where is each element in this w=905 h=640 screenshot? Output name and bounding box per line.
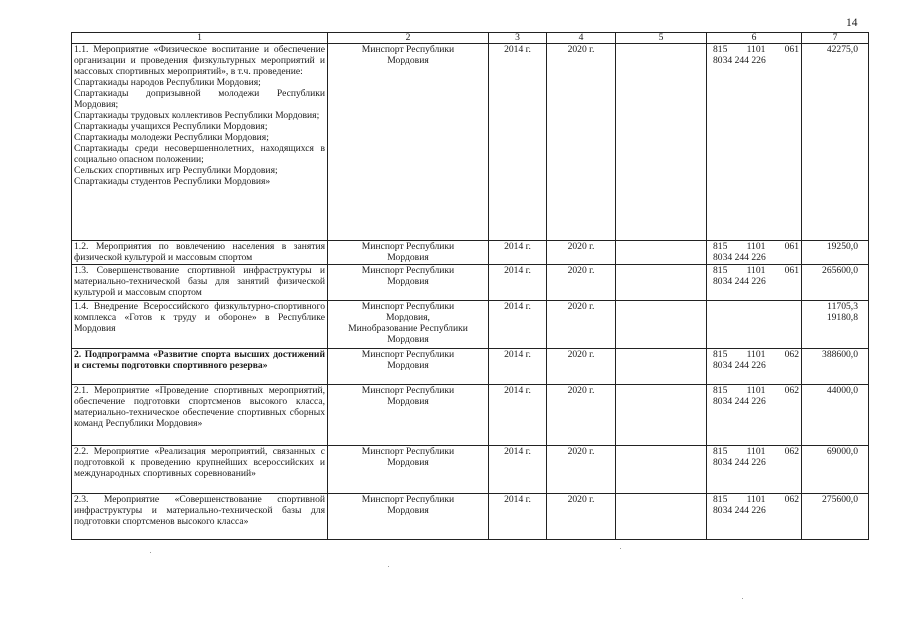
executor-line: Мордовия bbox=[387, 457, 429, 468]
amount-cell bbox=[802, 301, 869, 349]
executor-line: Минспорт Республики bbox=[361, 349, 455, 360]
column-5-cell bbox=[616, 301, 707, 349]
budget-code-cell bbox=[707, 494, 802, 540]
column-5-cell bbox=[616, 44, 707, 241]
table-row bbox=[72, 241, 869, 265]
budget-code-section: 1101 bbox=[746, 349, 766, 360]
budget-code-section: 1101 bbox=[746, 44, 766, 55]
executor-line: Мордовия bbox=[387, 360, 429, 371]
budget-code-line bbox=[713, 241, 799, 252]
start-year-cell: 2014 г. bbox=[489, 241, 547, 265]
executor-line: Минспорт Республики bbox=[361, 44, 455, 55]
amount-value: 19180,8 bbox=[826, 312, 858, 323]
column-number-6: 6 bbox=[707, 33, 802, 44]
scan-speck bbox=[150, 552, 151, 553]
budget-code-program: 061 bbox=[784, 265, 799, 276]
executor-line: Минспорт Республики bbox=[361, 241, 455, 252]
budget-code-cell bbox=[707, 265, 802, 301]
budget-code-program: 062 bbox=[784, 446, 799, 457]
budget-code-detail: 8034 244 226 bbox=[713, 457, 766, 468]
scan-speck bbox=[388, 566, 389, 567]
measure-name-line: Спартакиады молодежи Республики Мордовия; bbox=[74, 132, 269, 143]
budget-code-cell bbox=[707, 301, 802, 349]
amount-value: 44000,0 bbox=[826, 385, 858, 396]
budget-code-section: 1101 bbox=[746, 265, 766, 276]
executor-line: Мордовия bbox=[387, 55, 429, 66]
executor-line: Мордовия bbox=[387, 276, 429, 287]
amount-cell bbox=[802, 44, 869, 241]
column-number-3: 3 bbox=[489, 33, 547, 44]
amount-cell bbox=[802, 349, 869, 385]
measure-name-line: Спартакиады студентов Республики Мордовия» bbox=[74, 176, 271, 187]
executor-cell bbox=[328, 446, 489, 494]
start-year-cell: 2014 г. bbox=[489, 446, 547, 494]
table-row bbox=[72, 385, 869, 446]
measure-name-cell bbox=[72, 44, 328, 241]
column-5-cell bbox=[616, 494, 707, 540]
amount-value: 69000,0 bbox=[826, 446, 858, 457]
budget-code-detail: 8034 244 226 bbox=[713, 396, 766, 407]
budget-code-section: 1101 bbox=[746, 446, 766, 457]
budget-code-program: 062 bbox=[784, 349, 799, 360]
budget-code-detail: 8034 244 226 bbox=[713, 55, 766, 66]
measure-name-line: 2.3. Мероприятие «Совершенствование спортивной инфраструктуры и материально-технической базы для подготовки спортсменов высокого класса» bbox=[74, 494, 325, 527]
budget-code-ministry: 815 bbox=[713, 241, 728, 252]
column-number-1: 1 bbox=[72, 33, 328, 44]
table-row bbox=[72, 446, 869, 494]
end-year-cell: 2020 г. bbox=[547, 44, 616, 241]
end-year-cell: 2020 г. bbox=[547, 494, 616, 540]
budget-code-cell bbox=[707, 44, 802, 241]
budget-code-line bbox=[713, 446, 799, 457]
measure-name-cell bbox=[72, 349, 328, 385]
column-number-5: 5 bbox=[616, 33, 707, 44]
measure-name-line: Спартакиады учащихся Республики Мордовия; bbox=[74, 121, 268, 132]
executor-cell bbox=[328, 44, 489, 241]
scan-speck bbox=[742, 598, 743, 599]
amount-value: 265600,0 bbox=[822, 265, 858, 276]
column-number-2: 2 bbox=[328, 33, 489, 44]
end-year-cell: 2020 г. bbox=[547, 349, 616, 385]
budget-code-detail: 8034 244 226 bbox=[713, 276, 766, 287]
measure-name-cell bbox=[72, 385, 328, 446]
budget-code-cell bbox=[707, 349, 802, 385]
budget-code-detail: 8034 244 226 bbox=[713, 360, 766, 371]
executor-line: Мордовия bbox=[387, 334, 429, 345]
table-row bbox=[72, 265, 869, 301]
measure-name-cell bbox=[72, 301, 328, 349]
measure-name-line: 1.2. Мероприятия по вовлечению населения в занятия физической культурой и массовым спортом bbox=[74, 241, 325, 263]
page-number: 14 bbox=[846, 17, 858, 29]
amount-value: 275600,0 bbox=[822, 494, 858, 505]
measure-name-line: 2.1. Мероприятие «Проведение спортивных мероприятий, обеспечение подготовки спортсменов высокого класса, материально-техническое обеспечение спортивных сборных команд Республики Мордовия» bbox=[74, 385, 325, 429]
table-row bbox=[72, 349, 869, 385]
amount-cell bbox=[802, 265, 869, 301]
executor-cell bbox=[328, 494, 489, 540]
column-5-cell bbox=[616, 385, 707, 446]
budget-code-line bbox=[713, 494, 799, 505]
executor-line: Минспорт Республики bbox=[361, 301, 455, 312]
amount-cell bbox=[802, 494, 869, 540]
budget-code-ministry: 815 bbox=[713, 494, 728, 505]
budget-code-ministry: 815 bbox=[713, 446, 728, 457]
executor-cell bbox=[328, 385, 489, 446]
budget-code-section: 1101 bbox=[746, 385, 766, 396]
scan-speck bbox=[620, 548, 621, 549]
budget-code-line bbox=[713, 44, 799, 55]
budget-code-cell bbox=[707, 446, 802, 494]
measure-name-line: Сельских спортивных игр Республики Мордовия; bbox=[74, 165, 278, 176]
budget-code-program: 062 bbox=[784, 494, 799, 505]
executor-line: Мордовия bbox=[387, 505, 429, 516]
executor-cell bbox=[328, 241, 489, 265]
column-number-row bbox=[72, 33, 869, 44]
budget-code-ministry: 815 bbox=[713, 44, 728, 55]
amount-cell bbox=[802, 385, 869, 446]
executor-line: Минспорт Республики bbox=[361, 446, 455, 457]
budget-code-ministry: 815 bbox=[713, 349, 728, 360]
executor-line: Минспорт Республики bbox=[361, 385, 455, 396]
end-year-cell: 2020 г. bbox=[547, 385, 616, 446]
amount-cell bbox=[802, 241, 869, 265]
measure-name-cell bbox=[72, 446, 328, 494]
amount-cell bbox=[802, 446, 869, 494]
column-number-4: 4 bbox=[547, 33, 616, 44]
amount-value: 388600,0 bbox=[822, 349, 858, 360]
budget-code-section: 1101 bbox=[746, 241, 766, 252]
budget-code-ministry: 815 bbox=[713, 385, 728, 396]
executor-line: Минспорт Республики bbox=[361, 265, 455, 276]
end-year-cell: 2020 г. bbox=[547, 241, 616, 265]
table-row bbox=[72, 44, 869, 241]
measure-name-line: 1.4. Внедрение Всероссийского физкультурно-спортивного комплекса «Готов к труду и обороне» в Республике Мордовия bbox=[74, 301, 325, 334]
end-year-cell: 2020 г. bbox=[547, 301, 616, 349]
budget-code-line bbox=[713, 385, 799, 396]
budget-code-line bbox=[713, 265, 799, 276]
budget-code-program: 061 bbox=[784, 241, 799, 252]
executor-line: Мордовия bbox=[387, 252, 429, 263]
executor-line: Минобразование Республики bbox=[348, 323, 468, 334]
table-row bbox=[72, 494, 869, 540]
executor-line: Мордовия, bbox=[386, 312, 430, 323]
measure-name-line: 2. Подпрограмма «Развитие спорта высших достижений и системы подготовки спортивного резерва» bbox=[74, 349, 325, 371]
budget-code-program: 061 bbox=[784, 44, 799, 55]
column-number-7: 7 bbox=[802, 33, 869, 44]
budget-code-cell bbox=[707, 385, 802, 446]
measure-name-line: Спартакиады народов Республики Мордовия; bbox=[74, 77, 261, 88]
budget-code-section: 1101 bbox=[746, 494, 766, 505]
budget-code-ministry: 815 bbox=[713, 265, 728, 276]
measure-name-line: Спартакиады среди несовершеннолетних, находящихся в социально опасном положении; bbox=[74, 143, 325, 165]
column-5-cell bbox=[616, 265, 707, 301]
end-year-cell: 2020 г. bbox=[547, 265, 616, 301]
start-year-cell: 2014 г. bbox=[489, 301, 547, 349]
column-5-cell bbox=[616, 446, 707, 494]
budget-code-program: 062 bbox=[784, 385, 799, 396]
amount-value: 42275,0 bbox=[826, 44, 858, 55]
program-table bbox=[71, 32, 869, 540]
end-year-cell: 2020 г. bbox=[547, 446, 616, 494]
executor-cell bbox=[328, 265, 489, 301]
start-year-cell: 2014 г. bbox=[489, 385, 547, 446]
start-year-cell: 2014 г. bbox=[489, 265, 547, 301]
measure-name-cell bbox=[72, 241, 328, 265]
amount-value: 19250,0 bbox=[826, 241, 858, 252]
executor-line: Мордовия bbox=[387, 396, 429, 407]
column-5-cell bbox=[616, 241, 707, 265]
table-row bbox=[72, 301, 869, 349]
measure-name-line: 1.1. Мероприятие «Физическое воспитание и обеспечение организации и проведения физкультурных мероприятий и массовых спортивных мероприятий», в т.ч. проведение: bbox=[74, 44, 325, 77]
column-5-cell bbox=[616, 349, 707, 385]
start-year-cell: 2014 г. bbox=[489, 44, 547, 241]
executor-line: Минспорт Республики bbox=[361, 494, 455, 505]
measure-name-line: Спартакиады трудовых коллективов Республики Мордовия; bbox=[74, 110, 320, 121]
budget-code-detail: 8034 244 226 bbox=[713, 252, 766, 263]
measure-name-line: 2.2. Мероприятие «Реализация мероприятий, связанных с подготовкой к проведению крупнейших всероссийских и международных спортивных соревнований» bbox=[74, 446, 325, 479]
measure-name-cell bbox=[72, 494, 328, 540]
start-year-cell: 2014 г. bbox=[489, 349, 547, 385]
measure-name-line: Спартакиады допризывной молодежи Республики Мордовия; bbox=[74, 88, 325, 110]
budget-code-detail: 8034 244 226 bbox=[713, 505, 766, 516]
budget-code-line bbox=[713, 349, 799, 360]
measure-name-line: 1.3. Совершенствование спортивной инфраструктуры и материально-технической базы для занятий физической культурой и массовым спортом bbox=[74, 265, 325, 298]
start-year-cell: 2014 г. bbox=[489, 494, 547, 540]
executor-cell bbox=[328, 349, 489, 385]
amount-value: 11705,3 bbox=[827, 301, 858, 312]
executor-cell bbox=[328, 301, 489, 349]
budget-code-cell bbox=[707, 241, 802, 265]
measure-name-cell bbox=[72, 265, 328, 301]
